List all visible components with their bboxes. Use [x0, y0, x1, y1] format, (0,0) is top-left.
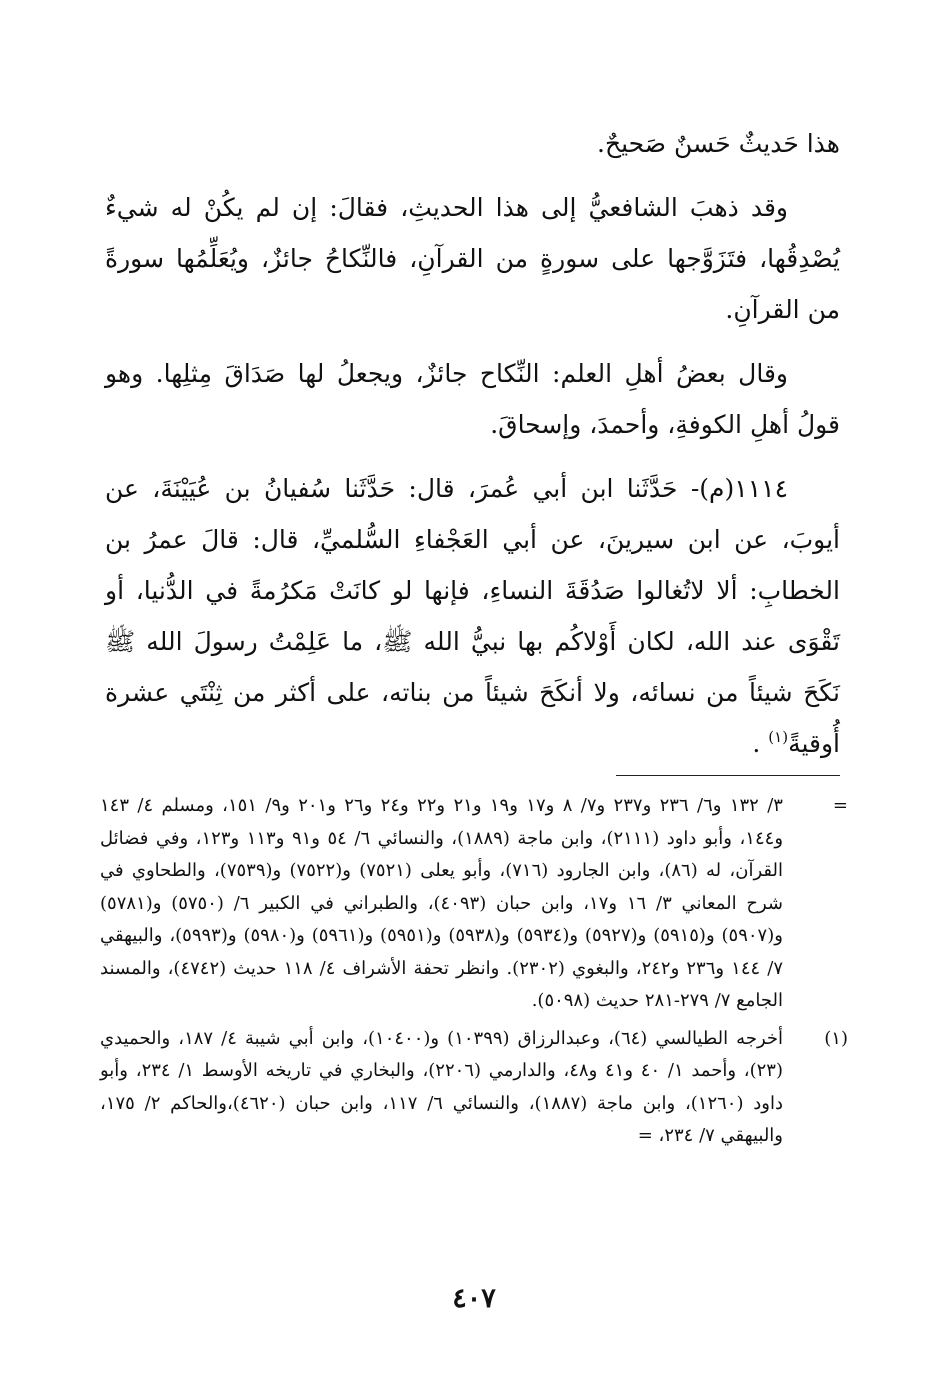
footnote-1 [100, 1023, 848, 1153]
hadith-end: . [752, 729, 769, 758]
footnote-continuation [100, 790, 848, 1018]
footnote-separator [616, 775, 840, 776]
hadith-text: ١١١٤(م)- حَدَّثَنا ابن أبي عُمرَ، قال: حَدَّثَنا سُفيانُ بن عُيَيْنَةَ، عن أيوبَ، عن ابن سيرينَ، عن أبي العَجْفاءِ السُّلميِّ، قال: قالَ عمرُ بن الخطابِ: ألا لاتُغالوا صَدُقَةَ النساءِ، فإنها لو كانَتْ مَكرُمةً في الدُّنيا، أو تَقْوَى عند الله، لكان أَوْلاكُم بها نبيُّ الله ﷺ، ما عَلِمْتُ رسولَ الله ﷺ نَكَحَ شيئاً من نسائه، ولا أنكَحَ شيئاً من بناته، على أكثر من ثِنْتَي عشرة أُوقيةً [105, 474, 840, 758]
scholars-opinion-paragraph: وقال بعضُ أهلِ العلم: النِّكاح جائزٌ، ويجعلُ لها صَدَاقَ مِثلِها. وهو قولُ أهلِ الكوفةِ، وأحمدَ، وإسحاقَ. [105, 359, 840, 439]
shafii-opinion-paragraph: وقد ذهبَ الشافعيُّ إلى هذا الحديثِ، فقالَ: إن لم يكُنْ له شيءٌ يُصْدِقُها، فتَزَوَّجها على سورةٍ من القرآنِ، فالنِّكاحُ جائزٌ، ويُعَلِّمُها سورةً من القرآنِ. [105, 193, 840, 324]
closing-sentence: هذا حَديثٌ حَسنٌ صَحيحٌ. [597, 129, 840, 158]
footnote-text: أخرجه الطيالسي (٦٤)، وعبدالرزاق (١٠٣٩٩) و(١٠٤٠٠)، وابن أبي شيبة ٤/ ١٨٧، والحميدي (٢٣)، وأحمد ١/ ٤٠ و٤١ و٤٨، والدارمي (٢٢٠٦)، والبخاري في تاريخه الأوسط ١/ ٢٣٤، وأبو داود (١٢٦٠)، وابن ماجة (١٨٨٧)، والنسائي ٦/ ١١٧، وابن حبان (٤٦٢٠)،والحاكم ٢/ ١٧٥، والبيهقي ٧/ ٢٣٤، = [100, 1027, 784, 1146]
page-number: ٤٠٧ [452, 1283, 496, 1314]
main-text [105, 118, 840, 769]
footnote-text: ٣/ ١٣٢ و٦/ ٢٣٦ و٢٣٧ و٧/ ٨ و١٧ و١٩ و٢١ و٢٢ و٢٤ و٢٦ و٢٠١ و٩/ ١٥١، ومسلم ٤/ ١٤٣ و١٤٤، وأبو داود (٢١١١)، وابن ماجة (١٨٨٩)، والنسائي ٦/ ٥٤ و٩١ و١١٣ و١٢٣، وفي فضائل القرآن، له (٨٦)، وابن الجارود (٧١٦)، وأبو يعلى (٧٥٢١) و(٧٥٢٢) و(٧٥٣٩)، والطحاوي في شرح المعاني ٣/ ١٦ و١٧، وابن حبان (٤٠٩٣)، والطبراني في الكبير ٦/ (٥٧٥٠) و(٥٧٨١) و(٥٩٠٧) و(٥٩١٥) و(٥٩٢٧) و(٥٩٣٤) و(٥٩٣٨) و(٥٩٥١) و(٥٩٦١) و(٥٩٨٠) و(٥٩٩٣)، والبيهقي ٧/ ١٤٤ و٢٣٦ و٢٤٢، والبغوي (٢٣٠٢). وانظر تحفة الأشراف ٤/ ١١٨ حديث (٤٧٤٢)، والمسند الجامع ٧/ ٢٧٩-٢٨١ حديث (٥٠٩٨). [100, 795, 784, 1011]
footnote-number: (١) [824, 1027, 848, 1049]
footnotes [100, 790, 848, 1153]
footnote-reference[interactable]: (١) [768, 728, 789, 746]
continuation-mark: = [832, 795, 848, 816]
hadith-paragraph [105, 463, 840, 769]
